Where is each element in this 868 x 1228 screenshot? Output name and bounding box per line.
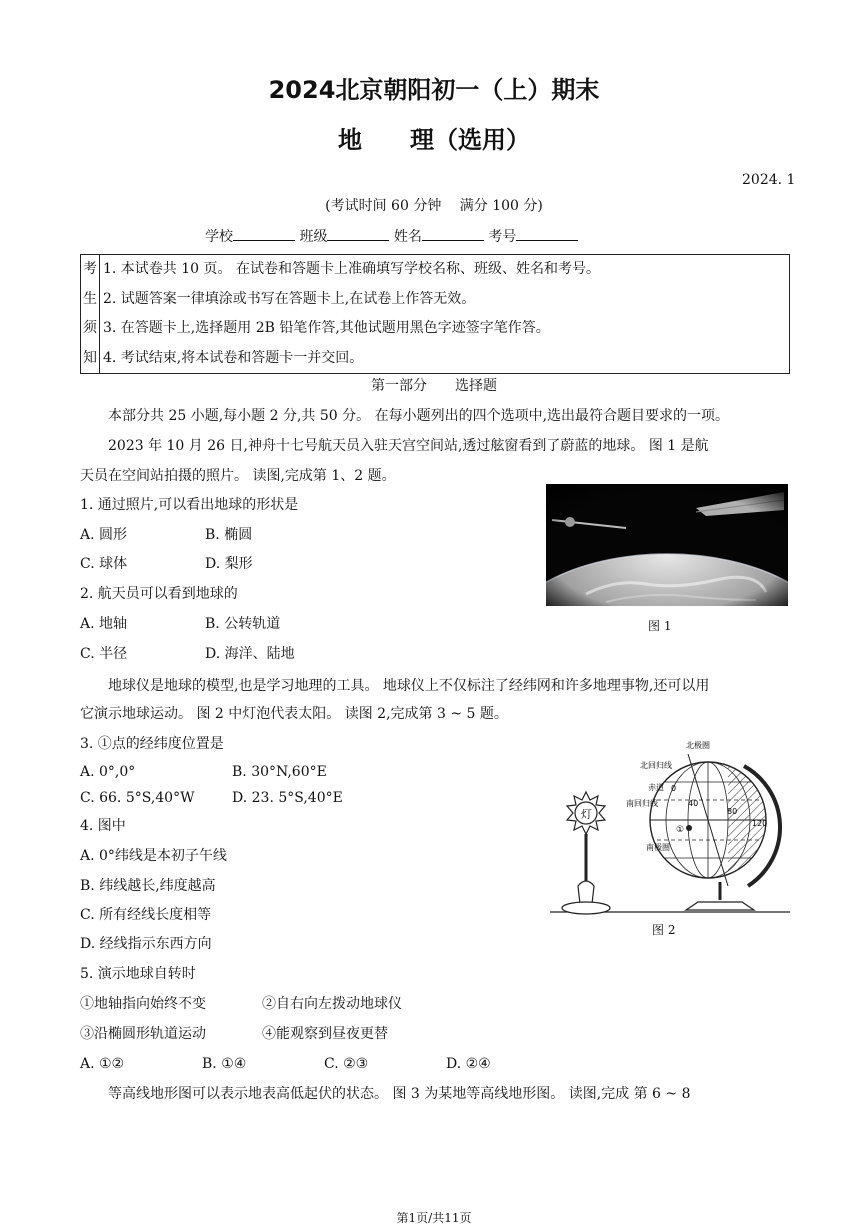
- figure-1-earth-photo: [546, 484, 788, 606]
- passage-2-line-1: 地球仪是地球的模型,也是学习地理的工具。 地球仪上不仅标注了经纬网和许多地理事物,还可以用: [108, 678, 710, 694]
- subject-title: 地 理（选用）: [338, 126, 530, 154]
- notice-item: 1. 本试卷共 10 页。 在试卷和答题卡上准确填写学校名称、班级、姓名和考号。: [103, 261, 600, 277]
- notice-side-char: 知: [83, 349, 97, 366]
- label-tropic-north: 北回归线: [640, 761, 672, 770]
- q1-stem: 1. 通过照片,可以看出地球的形状是: [80, 497, 299, 513]
- passage-2-line-2: 它演示地球运动。 图 2 中灯泡代表太阳。 读图 2,完成第 3 ~ 5 题。: [80, 706, 508, 722]
- field-school-blank[interactable]: [233, 226, 295, 241]
- label-tropic-south: 南回归线: [626, 799, 658, 808]
- q4-option-d[interactable]: D. 经线指示东西方向: [80, 936, 212, 952]
- field-class-label: 班级: [299, 229, 328, 245]
- q5-statement-2: ②自右向左拨动地球仪: [262, 996, 402, 1012]
- section-intro: 本部分共 25 小题,每小题 2 分,共 50 分。 在每小题列出的四个选项中,选出最符合题目要求的一项。: [108, 408, 730, 424]
- q2-stem: 2. 航天员可以看到地球的: [80, 586, 238, 602]
- notice-item: 4. 考试结束,将本试卷和答题卡一并交回。: [103, 349, 364, 366]
- field-class-blank[interactable]: [327, 226, 389, 241]
- label-arctic-circle: 北极圈: [686, 741, 710, 750]
- exam-date: 2024. 1: [742, 172, 796, 188]
- q5-statement-1: ①地轴指向始终不变: [80, 996, 206, 1012]
- label-equator: 赤道: [648, 783, 664, 792]
- passage-1-line-1: 2023 年 10 月 26 日,神舟十七号航天员入驻天宫空间站,透过舷窗看到了蔚蓝的地球。 图 1 是航: [108, 438, 709, 454]
- notice-items: [103, 255, 600, 373]
- notice-side-label: [81, 255, 100, 373]
- label-lat-0: 0: [671, 784, 677, 793]
- field-name-label: 姓名: [393, 229, 422, 245]
- q2-option-d[interactable]: D. 海洋、陆地: [205, 646, 295, 662]
- field-id-label: 考号: [488, 229, 517, 245]
- notice-item: 2. 试题答案一律填涂或书写在答题卡上,在试卷上作答无效。: [103, 290, 476, 307]
- q3-option-d[interactable]: D. 23. 5°S,40°E: [232, 790, 343, 806]
- notice-item: 3. 在答题卡上,选择题用 2B 铅笔作答,其他试题用黑色字迹签字笔作答。: [103, 320, 550, 336]
- field-id-blank[interactable]: [516, 226, 578, 241]
- field-name-blank[interactable]: [422, 226, 484, 241]
- section-title: 第一部分 选择题: [371, 378, 497, 394]
- exam-notice-box: [80, 254, 790, 374]
- q5-option-d[interactable]: D. ②④: [446, 1056, 491, 1072]
- student-info-fields: [205, 226, 578, 247]
- q1-option-a[interactable]: A. 圆形: [80, 527, 128, 543]
- passage-1-line-2: 天员在空间站拍摄的照片。 读图,完成第 1、2 题。: [80, 468, 396, 484]
- q5-option-b[interactable]: B. ①④: [202, 1056, 247, 1072]
- q4-option-a[interactable]: A. 0°纬线是本初子午线: [80, 848, 227, 864]
- page-footer: 第1页/共11页: [396, 1211, 472, 1225]
- q5-option-a[interactable]: A. ①②: [80, 1056, 125, 1072]
- q5-option-c[interactable]: C. ②③: [324, 1056, 369, 1072]
- q3-stem: 3. ①点的经纬度位置是: [80, 736, 224, 752]
- q5-stem: 5. 演示地球自转时: [80, 966, 196, 982]
- q5-statement-4: ④能观察到昼夜更替: [262, 1026, 388, 1042]
- figure-2-caption: 图 2: [652, 923, 676, 937]
- lamp-label: 灯: [581, 808, 592, 821]
- label-lon-40: 40: [688, 799, 699, 808]
- q5-statement-3: ③沿椭圆形轨道运动: [80, 1026, 206, 1042]
- q4-option-b[interactable]: B. 纬线越长,纬度越高: [80, 878, 216, 894]
- page-title: 2024北京朝阳初一（上）期末: [268, 76, 600, 104]
- notice-side-char: 须: [83, 320, 97, 336]
- label-antarctic-circle: 南极圈: [646, 843, 670, 852]
- notice-side-char: 考: [83, 261, 97, 277]
- q1-option-d[interactable]: D. 梨形: [205, 556, 253, 572]
- q3-option-a[interactable]: A. 0°,0°: [80, 764, 136, 780]
- exam-info: (考试时间 60 分钟 满分 100 分): [325, 198, 543, 214]
- q2-option-c[interactable]: C. 半径: [80, 646, 128, 662]
- q2-option-b[interactable]: B. 公转轨道: [205, 616, 281, 632]
- figure-1-caption: 图 1: [648, 619, 672, 633]
- q4-stem: 4. 图中: [80, 818, 126, 834]
- q1-option-b[interactable]: B. 椭圆: [205, 527, 253, 543]
- q2-option-a[interactable]: A. 地轴: [80, 616, 128, 632]
- figure-2-globe-diagram: [548, 736, 792, 916]
- passage-3-line-1: 等高线地形图可以表示地表高低起伏的状态。 图 3 为某地等高线地形图。 读图,完成 第 6 ~ 8: [108, 1086, 691, 1102]
- label-point-1: ①: [676, 825, 685, 835]
- q1-option-c[interactable]: C. 球体: [80, 556, 128, 572]
- q4-option-c[interactable]: C. 所有经线长度相等: [80, 907, 212, 923]
- label-lon-80: 80: [727, 807, 738, 816]
- notice-side-char: 生: [83, 290, 97, 307]
- field-school-label: 学校: [205, 229, 233, 245]
- label-lon-120: 120: [752, 819, 768, 828]
- q3-option-b[interactable]: B. 30°N,60°E: [232, 764, 327, 780]
- q3-option-c[interactable]: C. 66. 5°S,40°W: [80, 790, 195, 806]
